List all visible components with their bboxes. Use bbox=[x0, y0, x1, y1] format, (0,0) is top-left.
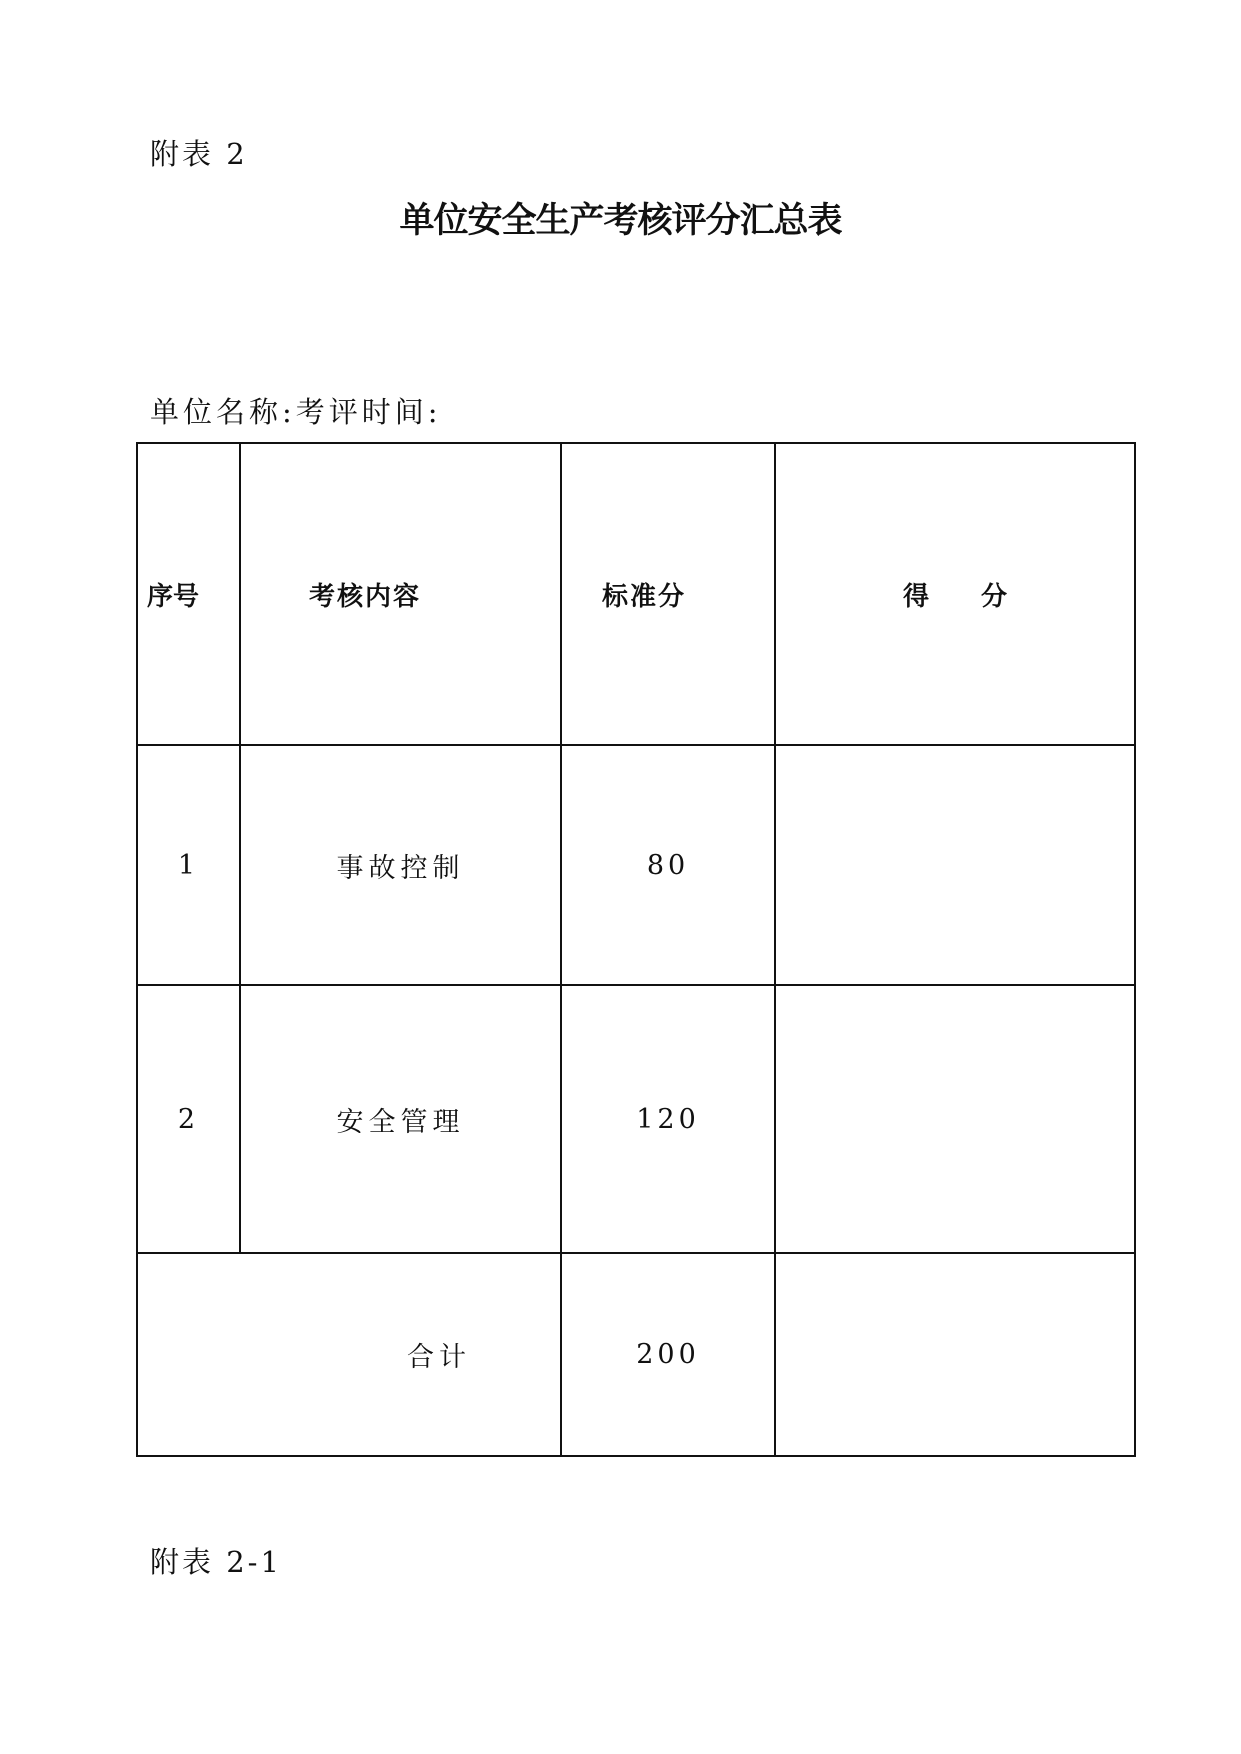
row-seq-cell: 2 bbox=[137, 985, 240, 1253]
row-standard-cell: 80 bbox=[561, 745, 775, 985]
column-header-content: 考核内容 bbox=[240, 443, 561, 745]
column-header-score bbox=[775, 443, 1135, 745]
total-standard-cell: 200 bbox=[561, 1253, 775, 1456]
total-label-cell: 合计 bbox=[137, 1253, 561, 1456]
row-standard-cell: 120 bbox=[561, 985, 775, 1253]
table-header-row bbox=[137, 443, 1135, 745]
row-content-cell: 事故控制 bbox=[240, 745, 561, 985]
unit-name-label: 单位名称: bbox=[150, 395, 296, 429]
score-summary-table bbox=[136, 442, 1136, 1457]
column-header-seq: 序号 bbox=[137, 443, 240, 745]
row-score-cell[interactable] bbox=[775, 985, 1135, 1253]
appendix-label: 附表 2 bbox=[150, 137, 248, 171]
table-row bbox=[137, 985, 1135, 1253]
table-row bbox=[137, 745, 1135, 985]
row-content-cell: 安全管理 bbox=[240, 985, 561, 1253]
column-header-score-char2: 分 bbox=[981, 581, 1008, 612]
table-total-row bbox=[137, 1253, 1135, 1456]
row-score-cell[interactable] bbox=[775, 745, 1135, 985]
unit-info-line bbox=[150, 390, 442, 431]
total-score-cell[interactable] bbox=[775, 1253, 1135, 1456]
row-seq-cell: 1 bbox=[137, 745, 240, 985]
page-title: 单位安全生产考核评分汇总表 bbox=[399, 200, 842, 241]
column-header-score-char1: 得 bbox=[902, 581, 929, 612]
column-header-standard: 标准分 bbox=[561, 443, 775, 745]
appendix-label-next: 附表 2-1 bbox=[150, 1545, 282, 1579]
eval-time-label: 考评时间: bbox=[295, 395, 442, 429]
